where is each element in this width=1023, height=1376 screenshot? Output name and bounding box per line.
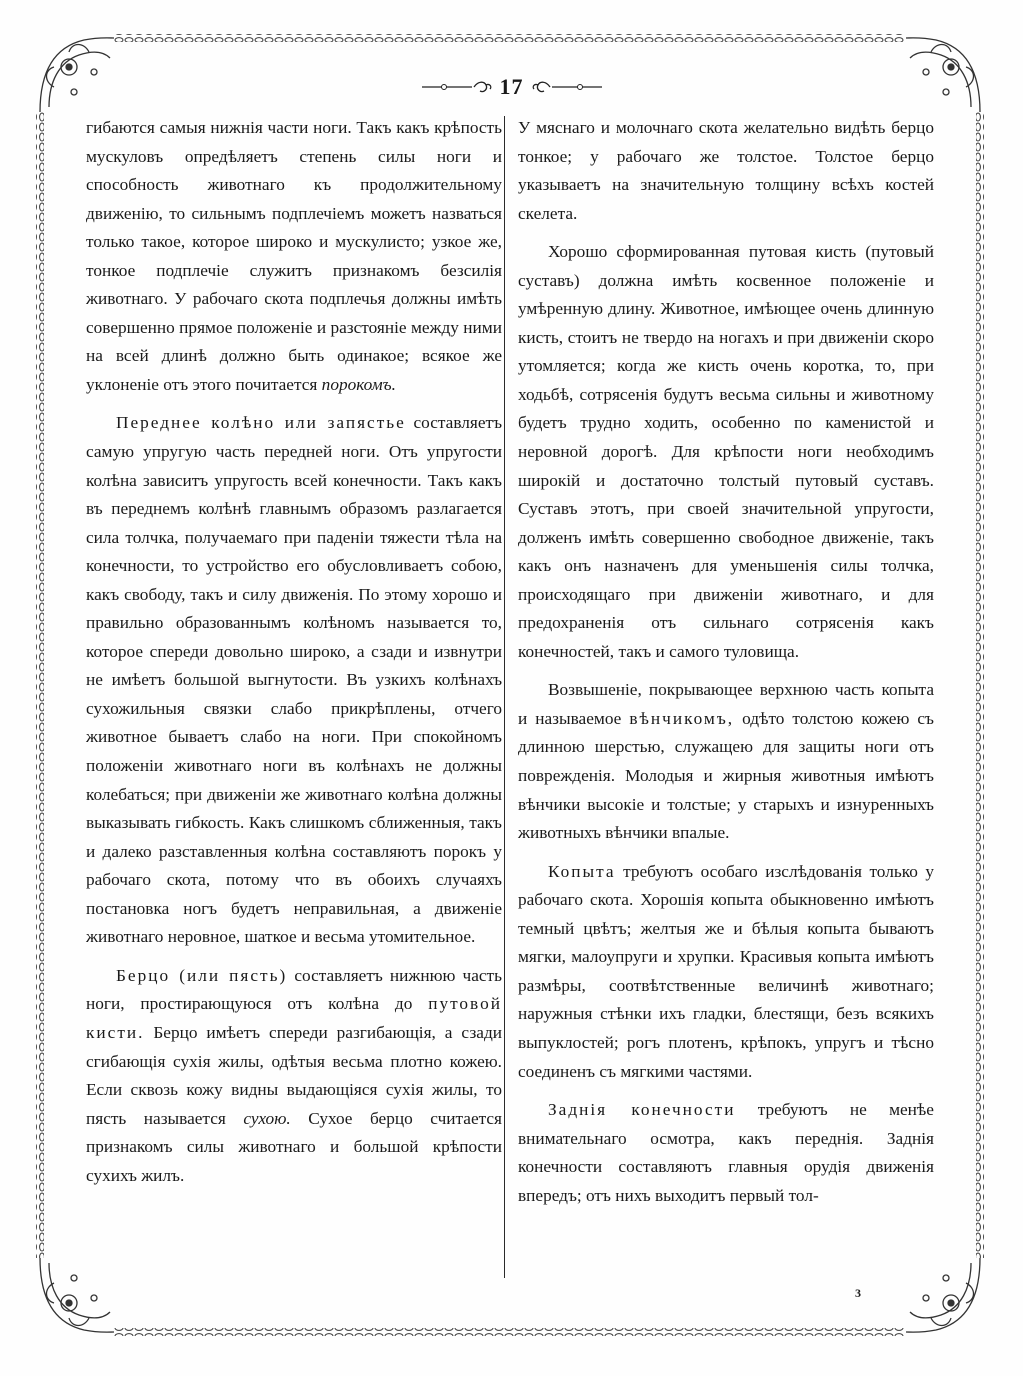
section-term: Переднее колѣно или запястье bbox=[116, 413, 406, 433]
paragraph bbox=[518, 114, 934, 228]
corner-ornament-bottom-right bbox=[906, 1258, 980, 1332]
text-run: Берцо имѣетъ спереди разгибающія, а сзади сгибающія сухія жилы, одѣтыя весьма плотно кожею. Если сквозь кожу видны выдающіяся сухія жилы, то пясть называется bbox=[86, 1022, 502, 1128]
text-run: одѣто толстою кожею съ длинною шерстью, служащею для защиты ноги отъ поврежденія. Молодыя и жирныя животныя имѣютъ вѣнчики высокіе и толстые; у старыхъ и изнуренныхъ животныхъ вѣнчики впалые. bbox=[518, 708, 934, 843]
paragraph bbox=[86, 962, 502, 1190]
text-run: Возвышеніе, покрывающее верхнюю часть копыта и называемое bbox=[518, 680, 934, 728]
text-run: составляетъ нижнюю часть ноги, простирающуюся отъ колѣна до bbox=[86, 965, 502, 1014]
corner-ornament-bottom-left bbox=[40, 1258, 114, 1332]
column-divider bbox=[504, 116, 505, 1278]
text-run: требуютъ особаго изслѣдованія только у рабочаго скота. Хорошія копыта обыкновенно имѣютъ темный цвѣтъ; желтыя же и бѣлыя копыта бываютъ мягки, малоупруги и хрупки. Красивыя копыта имѣютъ размѣры, соотвѣтственные величинѣ животнаго; наружныя стѣнки ихъ гладки, блестящи, безъ всякихъ выпуклостей; рогъ плотенъ, крѣпокъ, упругъ и тѣсно соединенъ съ мягкими частями. bbox=[518, 861, 934, 1081]
paragraph bbox=[518, 1096, 934, 1210]
paragraph bbox=[86, 409, 502, 951]
right-column bbox=[518, 114, 934, 1210]
text-run: требуютъ не менѣе внимательнаго осмотра, какъ переднія. Заднія конечности составляютъ главныя орудія движенія впередъ; отъ нихъ выходитъ первый тол- bbox=[518, 1100, 934, 1205]
paragraph bbox=[86, 114, 502, 399]
text-run: составляетъ самую упругую часть передней ноги. Отъ упругости колѣна зависитъ упругость всей конечности. Такъ какъ въ переднемъ колѣнѣ главнымъ образомъ разлагается сила толчка, получаемаго при паденіи тяжести тѣла на конечности, то устройство его обусловливаетъ собою, какъ свободу, такъ и силу движенія. По этому хорошо и правильно образованнымъ колѣномъ называется то, которое спереди довольно широко, а сзади и извнутри не имѣетъ большой выгнутости. Въ узкихъ колѣнахъ сухожильныя связки слабо прикрѣплены, отчего животное бываетъ слабо на ноги. При спокойномъ положеніи животнаго ноги въ колѣнахъ не должны колебаться; при движеніи же животнаго колѣна должны выказывать гибкость. Какъ слишкомъ сближенныя, такъ и далеко разставленныя колѣна составляютъ порокъ у рабочаго скота, потому что въ обоихъ случаяхъ постановка ногъ будетъ неправильная, а движеніе животнаго неровное, шаткое и весьма утомительное. bbox=[86, 413, 503, 947]
text-run: гибаются самыя нижнія части ноги. Такъ какъ крѣпость мускуловъ опредѣляетъ степень силы ноги и способность животнаго къ продолжительному движенію, то сильнымъ подплечіемъ можетъ назваться только такое, которое широко и мускулисто; узкое же, тонкое подплечіе служитъ признакомъ безсилія животнаго. У рабочаго скота подплечья должны имѣть совершенно прямое положеніе и разстояніе между ними на всей длинѣ должно быть одинакое; всякое же уклоненіе отъ этого почитается bbox=[86, 118, 502, 394]
section-term: Копыта bbox=[548, 861, 616, 881]
header-left-ornament bbox=[422, 79, 492, 95]
section-term: Заднія конечности bbox=[548, 1100, 736, 1120]
text-run: У мяснаго и молочнаго скота желательно видѣть берцо тонкое; у рабочаго же толстое. Толстое берцо указываетъ на значительную толщину всѣхъ костей скелета. bbox=[518, 118, 934, 223]
left-column bbox=[86, 114, 502, 1190]
text-run: Сухое берцо считается признакомъ силы животнаго и большой крѣпости сухихъ жилъ. bbox=[86, 1108, 502, 1185]
section-term: вѣнчикомъ, bbox=[629, 708, 735, 728]
section-term: путовой кисти. bbox=[86, 994, 502, 1042]
page-number: 17 bbox=[499, 74, 524, 99]
italic-text: порокомъ. bbox=[321, 374, 396, 394]
text-run: Хорошо сформированная путовая кисть (путовый суставъ) должна имѣть косвенное положеніе и умѣренную длину. Животное, имѣющее очень длинную кисть, стоитъ не твердо на ногахъ и при движеніи скоро утомляется; когда же кисть очень коротка, то, при ходьбѣ, сотрясенія будутъ весьма сильны и животному будетъ трудно ходить, особенно по каменистой и неровной дорогѣ. Для крѣпости ноги необходимъ широкій и достаточно толстый путовый суставъ. Суставъ этотъ, при своей значительной упругости, долженъ имѣть совершенно свободное движеніе, такъ какъ онъ назначенъ для уменьшенія силы толчка, происходящаго при движеніи животнаго, и для предохраненія отъ сильнаго сотрясенія какъ конечностей, такъ и самого туловища. bbox=[518, 242, 934, 661]
italic-text: сухою. bbox=[243, 1108, 291, 1128]
paragraph bbox=[518, 238, 934, 666]
paragraph bbox=[518, 858, 934, 1086]
paragraph bbox=[518, 676, 934, 847]
section-term: Берцо (или пясть) bbox=[116, 965, 288, 985]
page-header bbox=[0, 72, 1023, 102]
header-right-ornament bbox=[532, 79, 602, 95]
signature-mark: 3 bbox=[855, 1286, 861, 1300]
